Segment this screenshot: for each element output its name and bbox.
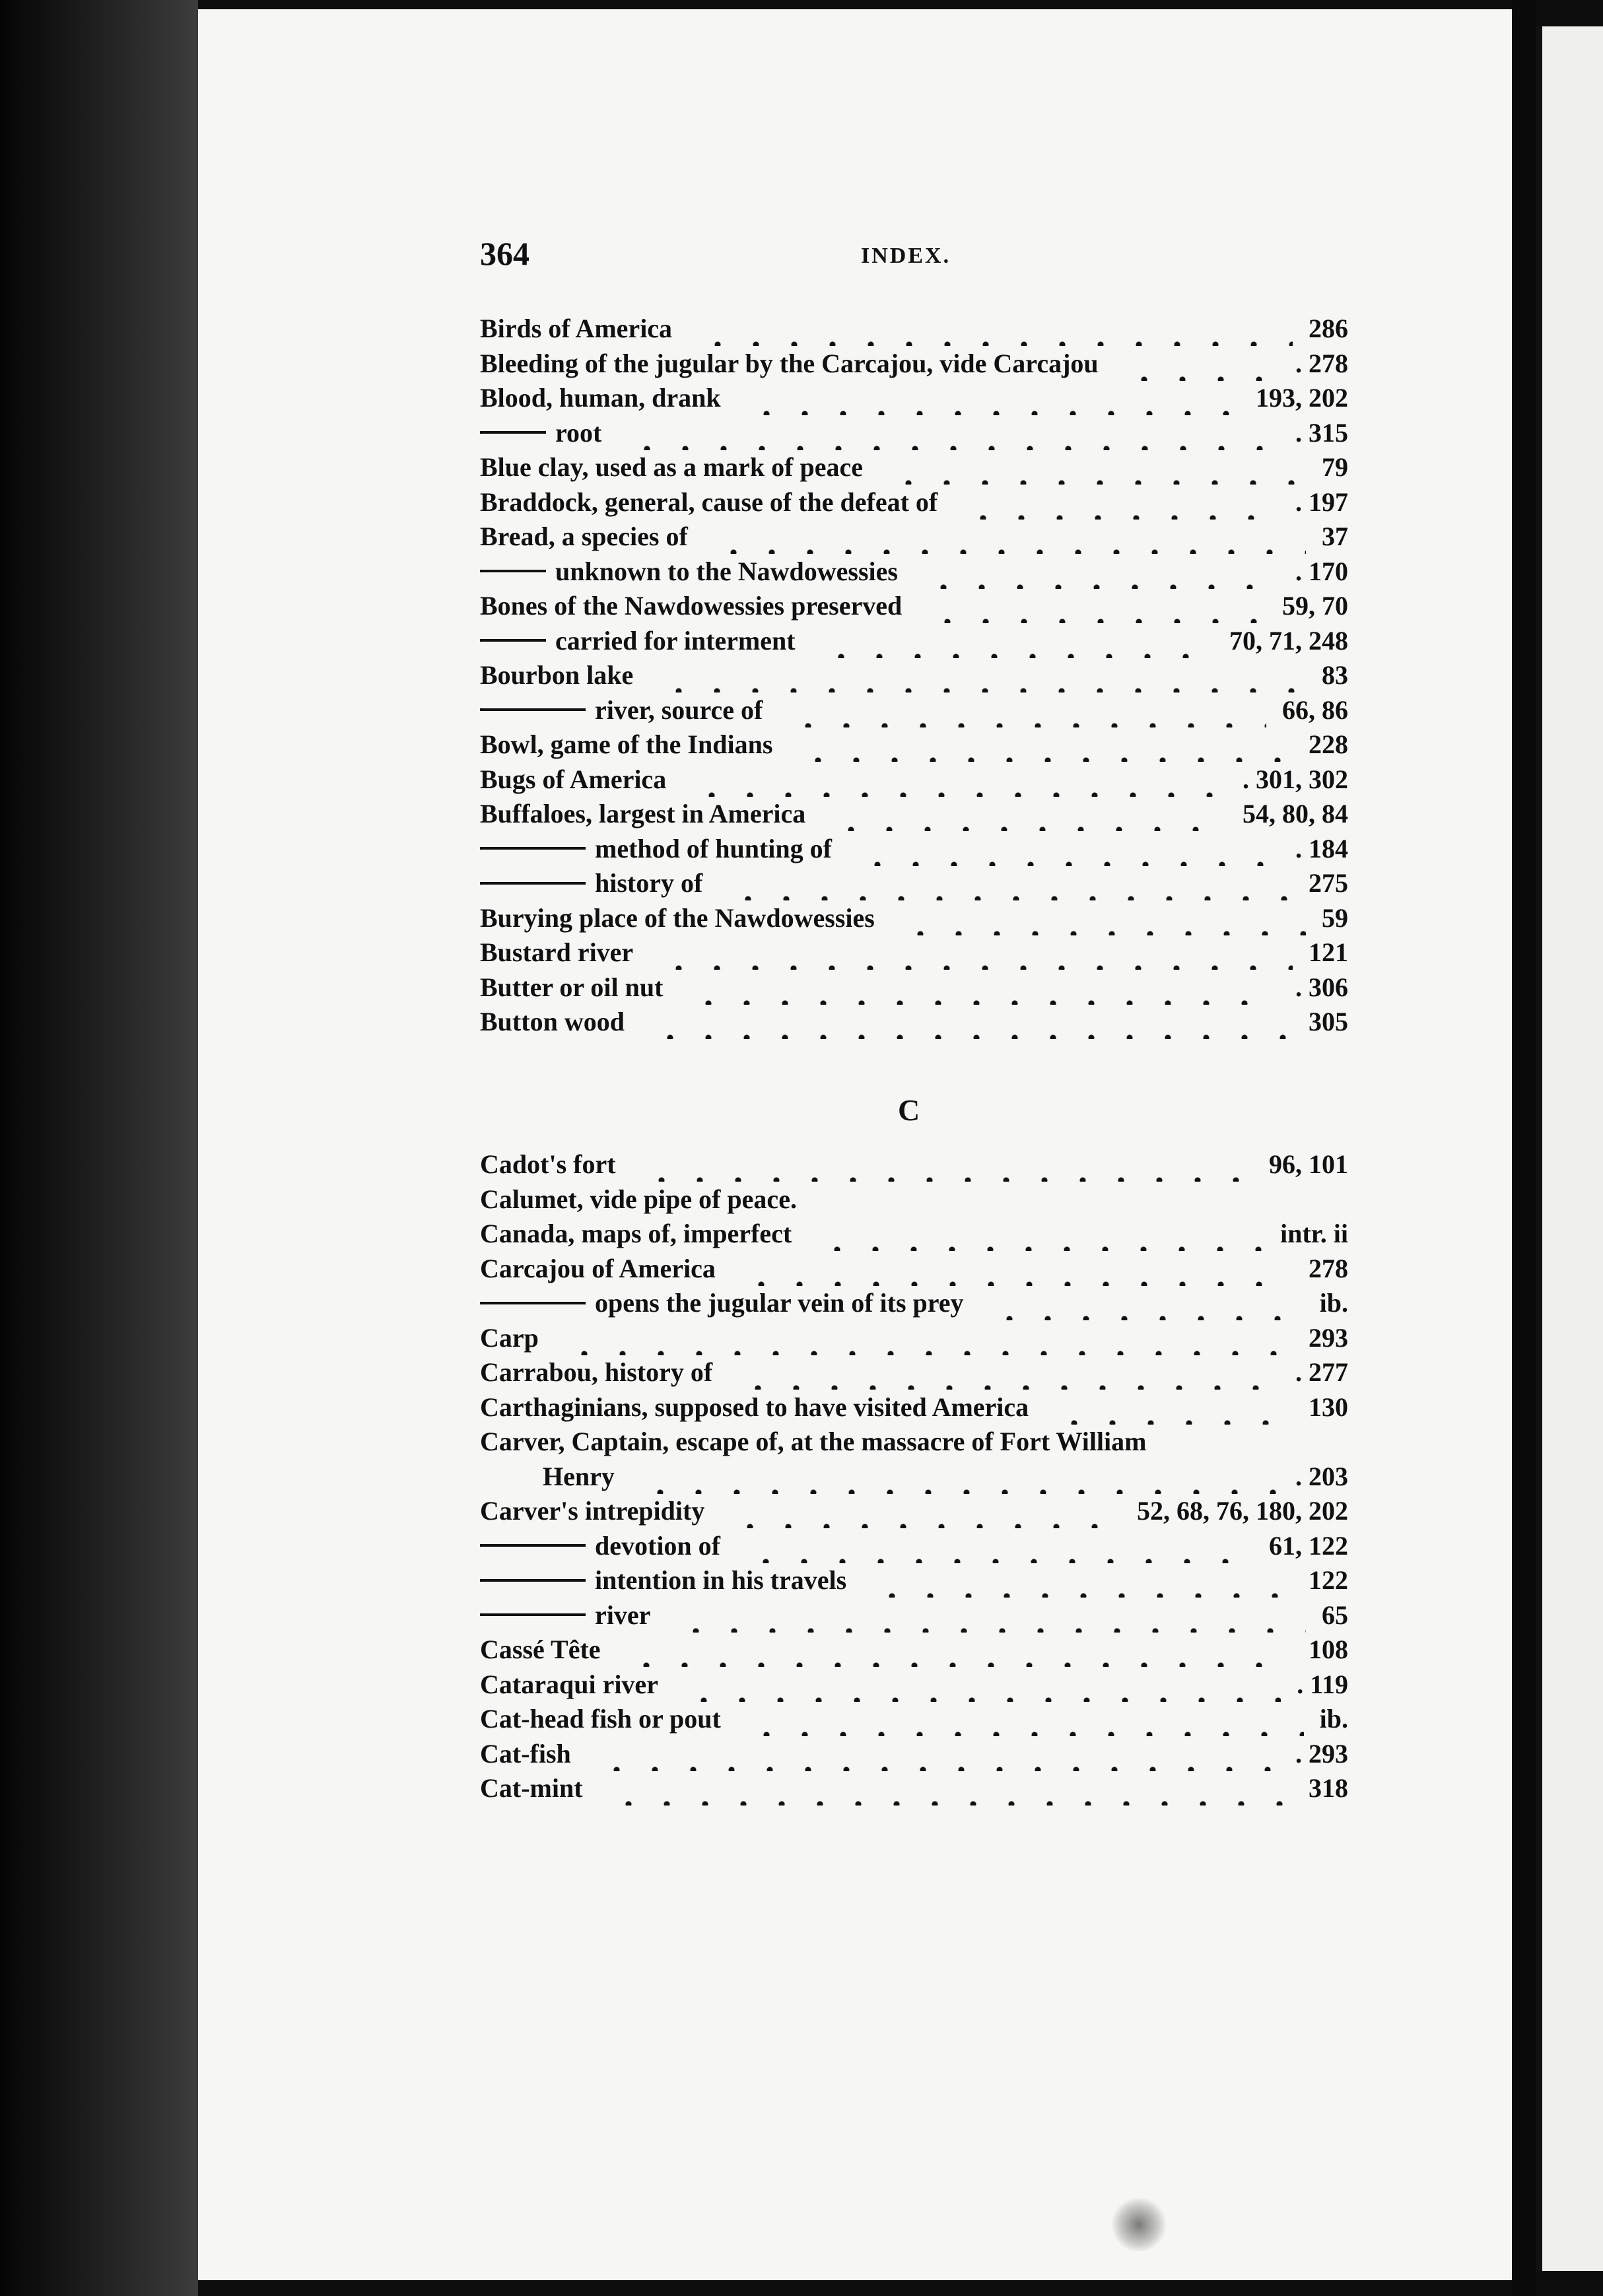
index-entry	[480, 520, 1348, 554]
leader-dots	[642, 1147, 1253, 1182]
entry-pages: . 277	[1295, 1357, 1348, 1387]
entry-pages: 61, 122	[1269, 1530, 1348, 1561]
leader-dots	[628, 416, 1279, 450]
entry-text: Bleeding of the jugular by the Carcajou, vide Carcajou	[480, 348, 1099, 378]
leader-dots	[924, 555, 1279, 589]
entry-text: Buffaloes, largest in America	[480, 799, 806, 828]
entry-text: method of hunting of	[595, 833, 832, 863]
leader-dots	[990, 1286, 1304, 1320]
entry-heading	[480, 1217, 792, 1251]
entry-heading	[480, 1182, 797, 1217]
section-letter: C	[898, 1093, 920, 1127]
index-entry	[480, 555, 1348, 589]
ditto-dash	[480, 1579, 586, 1582]
facing-page-edge	[1536, 26, 1603, 2271]
leader-dots	[597, 1737, 1279, 1771]
leader-dots	[822, 624, 1213, 658]
entry-heading	[480, 762, 666, 797]
book-binding	[0, 0, 198, 2296]
entry-heading	[480, 797, 805, 831]
entry-text: Cassé Tête	[480, 1635, 601, 1664]
entry-heading	[480, 347, 1099, 381]
leader-dots	[627, 1633, 1293, 1667]
entry-heading	[480, 1529, 720, 1563]
leader-dots	[641, 1460, 1279, 1494]
leader-dots	[858, 832, 1279, 866]
leader-dots	[565, 1321, 1293, 1355]
entry-pages: 59, 70	[1282, 591, 1348, 621]
entry-text: Button wood	[480, 1007, 625, 1036]
entry-pages: 193, 202	[1256, 383, 1348, 413]
leader-dots	[901, 901, 1306, 935]
index-entry	[480, 935, 1348, 970]
entry-text: Burying place of the Nawdowessies	[480, 902, 875, 933]
index-entry	[480, 589, 1348, 623]
index-entry	[480, 970, 1348, 1005]
entry-heading	[480, 450, 863, 485]
leader-dots	[1055, 1390, 1293, 1425]
entry-pages: 66, 86	[1282, 694, 1348, 725]
entry-pages: 228	[1309, 729, 1348, 759]
ditto-dash	[480, 1544, 586, 1547]
entry-heading	[480, 1355, 712, 1390]
index-entry	[480, 693, 1348, 727]
entry-pages: . 203	[1295, 1461, 1348, 1491]
entry-pages: 37	[1322, 522, 1348, 551]
entry-text: Blood, human, drank	[480, 383, 721, 413]
entry-heading	[480, 1668, 658, 1702]
entry-heading	[480, 1737, 571, 1771]
index-entry	[480, 381, 1348, 415]
entry-text: history of	[595, 868, 703, 898]
entry-text: Cataraqui river	[480, 1669, 658, 1699]
entry-heading	[480, 555, 898, 589]
entry-text: Braddock, general, cause of the defeat of	[480, 487, 938, 517]
entry-pages: . 278	[1295, 348, 1348, 378]
leader-dots	[729, 866, 1293, 900]
entry-text: unknown to the Nawdowessies	[555, 556, 898, 586]
entry-heading	[480, 381, 721, 415]
entry-pages: . 197	[1295, 487, 1348, 517]
leader-dots	[677, 1598, 1306, 1633]
entry-pages: 79	[1322, 452, 1348, 482]
entry-heading	[480, 416, 601, 450]
index-entry	[480, 1217, 1348, 1251]
leader-dots	[739, 1355, 1279, 1390]
leader-dots	[789, 693, 1266, 727]
leader-dots	[685, 1668, 1281, 1702]
entry-text: Carver's intrepidity	[480, 1496, 705, 1526]
index-entry	[480, 1460, 1348, 1494]
entry-pages: 59	[1322, 902, 1348, 933]
entry-pages: . 119	[1297, 1669, 1348, 1699]
ditto-dash	[480, 1302, 586, 1304]
entry-text: Cat-mint	[480, 1773, 583, 1803]
leader-dots	[818, 1217, 1264, 1251]
entry-pages: intr. ii	[1280, 1219, 1348, 1248]
leader-dots	[660, 658, 1306, 692]
leader-dots	[747, 381, 1240, 415]
running-head: INDEX.	[861, 244, 951, 268]
leader-dots	[731, 1494, 1121, 1528]
entry-pages: . 306	[1295, 972, 1348, 1002]
index-entry	[480, 1005, 1348, 1039]
entry-pages: 54, 80, 84	[1243, 799, 1348, 828]
leader-dots	[873, 1563, 1293, 1598]
index-entry	[480, 762, 1348, 797]
index-entry	[480, 1252, 1348, 1286]
entry-text: Henry	[543, 1461, 615, 1491]
entry-heading	[480, 1390, 1029, 1425]
leader-dots	[651, 1005, 1293, 1039]
leader-dots	[964, 485, 1279, 520]
entry-text: intention in his travels	[595, 1565, 847, 1595]
leader-dots	[699, 312, 1293, 346]
entry-heading	[480, 1005, 625, 1039]
entry-heading	[480, 485, 938, 520]
entry-text: Bustard river	[480, 937, 634, 967]
entry-heading	[480, 1771, 583, 1806]
index-entry	[480, 1598, 1348, 1633]
entry-text: Carp	[480, 1322, 539, 1353]
leader-dots	[609, 1771, 1293, 1806]
ditto-dash	[480, 882, 586, 885]
entry-pages: 96, 101	[1269, 1149, 1348, 1179]
entry-text: Bones of the Nawdowessies preserved	[480, 591, 903, 621]
entry-pages: . 293	[1295, 1738, 1348, 1769]
index-entry	[480, 1771, 1348, 1806]
entry-heading	[480, 589, 902, 623]
entry-text: river, source of	[595, 694, 763, 725]
page-number: 364	[480, 235, 529, 272]
entry-text: Calumet, vide pipe of peace.	[480, 1184, 797, 1214]
entry-pages: 65	[1322, 1600, 1348, 1630]
index-entry	[480, 832, 1348, 866]
entry-pages: 318	[1309, 1773, 1348, 1803]
entry-text: devotion of	[595, 1530, 720, 1561]
entry-heading	[480, 520, 688, 554]
entry-text: root	[555, 417, 602, 448]
index-entry	[480, 1182, 1348, 1217]
entry-pages: 52, 68, 76, 180, 202	[1137, 1496, 1348, 1526]
entry-pages: ib.	[1319, 1288, 1348, 1318]
leader-dots	[742, 1252, 1293, 1286]
entry-heading	[480, 1321, 539, 1355]
entry-heading	[480, 1598, 650, 1633]
entry-text: Cat-head fish or pout	[480, 1704, 721, 1734]
leader-dots	[714, 520, 1306, 554]
index-entry	[480, 1563, 1348, 1598]
leader-dots	[747, 1529, 1253, 1563]
index-entry	[480, 485, 1348, 520]
index-entry	[480, 901, 1348, 935]
index-entry	[480, 416, 1348, 450]
entry-text: Bugs of America	[480, 764, 667, 794]
entry-pages: 70, 71, 248	[1229, 625, 1348, 656]
entry-pages: 305	[1309, 1007, 1348, 1036]
ditto-dash	[480, 570, 546, 572]
ink-smudge	[1109, 2198, 1169, 2251]
ditto-dash	[480, 1613, 586, 1616]
entry-heading	[480, 866, 702, 900]
leader-dots	[693, 762, 1227, 797]
page-header	[480, 234, 1348, 281]
entry-heading	[480, 693, 763, 727]
entry-pages: 130	[1309, 1392, 1348, 1422]
entry-text: Carthaginians, supposed to have visited America	[480, 1392, 1029, 1422]
entry-heading	[480, 832, 832, 866]
entry-heading	[480, 901, 875, 935]
index-entry	[480, 1494, 1348, 1528]
index-entry	[480, 797, 1348, 831]
index-entry	[480, 624, 1348, 658]
ditto-dash	[480, 431, 546, 434]
index-entry	[480, 727, 1348, 762]
leader-dots	[832, 797, 1227, 831]
entry-pages: 121	[1309, 937, 1348, 967]
entry-text: Birds of America	[480, 314, 673, 343]
entry-text: opens the jugular vein of its prey	[595, 1288, 964, 1318]
entry-pages: 286	[1309, 314, 1348, 343]
entry-text: Bowl, game of the Indians	[480, 729, 773, 759]
entry-text: Carcajou of America	[480, 1253, 716, 1283]
leader-dots	[747, 1702, 1304, 1736]
index-entry	[480, 1355, 1348, 1390]
index-entry	[480, 866, 1348, 900]
entry-heading	[543, 1460, 615, 1494]
index-entry	[480, 1737, 1348, 1771]
leader-dots	[889, 450, 1306, 485]
entry-pages: . 301, 302	[1243, 764, 1348, 794]
leader-dots	[799, 727, 1293, 762]
entry-pages: 278	[1309, 1253, 1348, 1283]
entry-text: Canada, maps of, imperfect	[480, 1219, 792, 1248]
entry-heading	[480, 1252, 716, 1286]
leader-dots	[928, 589, 1266, 623]
entry-heading	[480, 1147, 616, 1182]
index-entry	[480, 1668, 1348, 1702]
entry-heading	[480, 970, 663, 1005]
entry-heading	[480, 1286, 964, 1320]
entry-pages: 122	[1309, 1565, 1348, 1595]
index-entry	[480, 450, 1348, 485]
index-entry	[480, 1147, 1348, 1182]
entry-heading	[480, 1425, 1146, 1459]
entry-pages: . 315	[1295, 417, 1348, 448]
index-entry	[480, 1529, 1348, 1563]
entry-heading	[480, 624, 796, 658]
ditto-dash	[480, 708, 586, 711]
leader-dots	[1125, 347, 1279, 381]
entry-pages: . 184	[1295, 833, 1348, 863]
entry-heading	[480, 1563, 846, 1598]
entry-pages: ib.	[1319, 1704, 1348, 1734]
entry-pages: 293	[1309, 1322, 1348, 1353]
entry-pages: 108	[1309, 1635, 1348, 1664]
entry-pages: 275	[1309, 868, 1348, 898]
index-entry	[480, 1425, 1348, 1459]
entry-text: Butter or oil nut	[480, 972, 664, 1002]
entry-heading	[480, 1494, 704, 1528]
entry-text: Bourbon lake	[480, 660, 634, 690]
page-gutter	[1512, 0, 1536, 2296]
entry-text: carried for interment	[555, 625, 796, 656]
entry-text: Cat-fish	[480, 1738, 571, 1769]
entry-text: Cadot's fort	[480, 1149, 616, 1179]
leader-dots	[660, 935, 1293, 970]
entry-pages: 83	[1322, 660, 1348, 690]
leader-dots	[689, 970, 1279, 1005]
entry-heading	[480, 727, 772, 762]
entry-heading	[480, 935, 633, 970]
index-entry	[480, 1286, 1348, 1320]
entry-heading	[480, 658, 633, 692]
entry-text: Carver, Captain, escape of, at the massacre of Fort William	[480, 1427, 1147, 1456]
entry-text: Bread, a species of	[480, 522, 688, 551]
ditto-dash	[480, 847, 586, 850]
entry-heading	[480, 1633, 601, 1667]
index-entry	[480, 658, 1348, 692]
index-entry	[480, 1321, 1348, 1355]
index-entry	[480, 347, 1348, 381]
index-entry	[480, 1390, 1348, 1425]
index-entry	[480, 312, 1348, 346]
index-entry	[480, 1633, 1348, 1667]
entry-text: Blue clay, used as a mark of peace	[480, 452, 863, 482]
entry-pages: . 170	[1295, 556, 1348, 586]
entry-text: Carrabou, history of	[480, 1357, 713, 1387]
ditto-dash	[480, 639, 546, 642]
entry-heading	[480, 1702, 721, 1736]
entry-text: river	[595, 1600, 651, 1630]
entry-heading	[480, 312, 672, 346]
index-entry	[480, 1702, 1348, 1736]
